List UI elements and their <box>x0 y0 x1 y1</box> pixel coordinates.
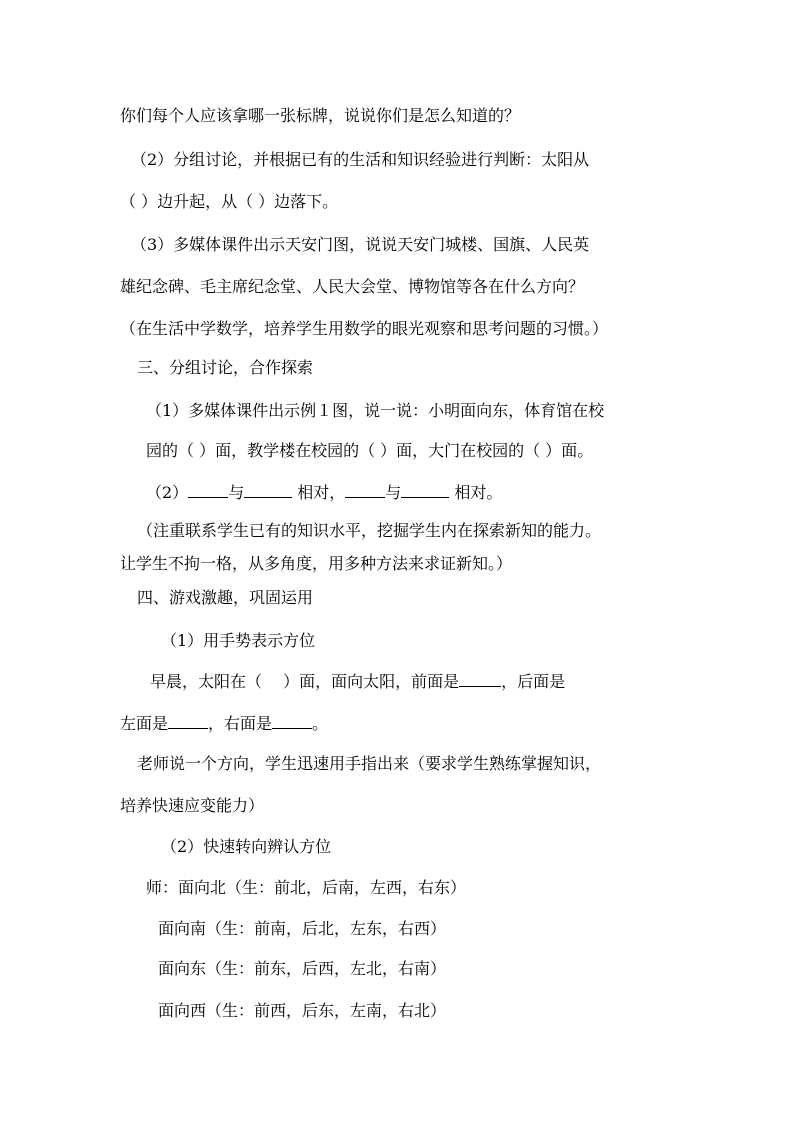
text-segment: ，后面是 <box>501 672 566 691</box>
text-line: （1）用手势表示方位 <box>161 631 316 650</box>
text-line: 老师说一个方向，学生迅速用手指出来（要求学生熟练掌握知识， <box>137 754 602 773</box>
text-segment: 左面是 <box>120 714 169 733</box>
text-line: （ ）边升起，从（ ）边落下。 <box>120 192 339 211</box>
text-line: （2）分组讨论，并根据已有的生活和知识经验进行判断：太阳从 <box>131 150 590 169</box>
fill-blank[interactable] <box>188 481 228 498</box>
text-segment: 与 <box>385 483 402 502</box>
text-line: 面向西（生：前西，后东，左南，右北） <box>158 1001 447 1020</box>
text-line: 培养快速应变能力） <box>120 796 265 815</box>
section-heading: 三、分组讨论，合作探索 <box>137 358 314 377</box>
text-line: 让学生不拘一格，从多角度，用多种方法来求证新知。） <box>120 554 513 573</box>
section-heading: 四、游戏激趣，巩固运用 <box>137 588 314 607</box>
text-segment: ，右面是 <box>208 714 273 733</box>
text-line: 面向南（生：前南，后北，左东，右西） <box>158 919 447 938</box>
fill-blank[interactable] <box>345 481 385 498</box>
text-line: 面向东（生：前东，后西，左北，右南） <box>158 959 447 978</box>
text-segment: （2） <box>146 483 189 502</box>
text-line: 师：面向北（生：前北，后南，左西，右东） <box>146 878 467 897</box>
fill-blank[interactable] <box>401 481 449 498</box>
text-segment: 与 <box>228 483 245 502</box>
text-line: （2）快速转向辨认方位 <box>161 837 332 856</box>
text-line-blanks <box>146 481 502 503</box>
fill-blank[interactable] <box>459 670 501 687</box>
text-line: （1）多媒体课件出示例１图，说一说：小明面向东，体育馆在校 <box>146 401 605 420</box>
text-segment: 早晨，太阳在（ ）面，面向太阳，前面是 <box>150 672 460 691</box>
text-line: 园的（ ）面，教学楼在校园的（ ）面，大门在校园的（ ）面。 <box>146 441 594 460</box>
text-segment: 相对， <box>292 483 346 502</box>
text-line: （在生活中学数学，培养学生用数学的眼光观察和思考问题的习惯。） <box>120 319 609 338</box>
text-segment: 。 <box>312 714 329 733</box>
fill-blank[interactable] <box>272 712 312 729</box>
text-line: 你们每个人应该拿哪一张标牌，说说你们是怎么知道的？ <box>120 106 521 125</box>
text-line: 雄纪念碑、毛主席纪念堂、人民大会堂、博物馆等各在什么方向？ <box>120 277 585 296</box>
fill-blank[interactable] <box>244 481 292 498</box>
text-line: （注重联系学生已有的知识水平，挖掘学生内在探索新知的能力。 <box>137 521 602 540</box>
text-segment: 相对。 <box>449 483 503 502</box>
text-line-blanks <box>150 670 565 692</box>
text-line: （3）多媒体课件出示天安门图，说说天安门城楼、国旗、人民英 <box>131 235 590 254</box>
fill-blank[interactable] <box>168 712 208 729</box>
text-line-blanks <box>120 712 328 734</box>
